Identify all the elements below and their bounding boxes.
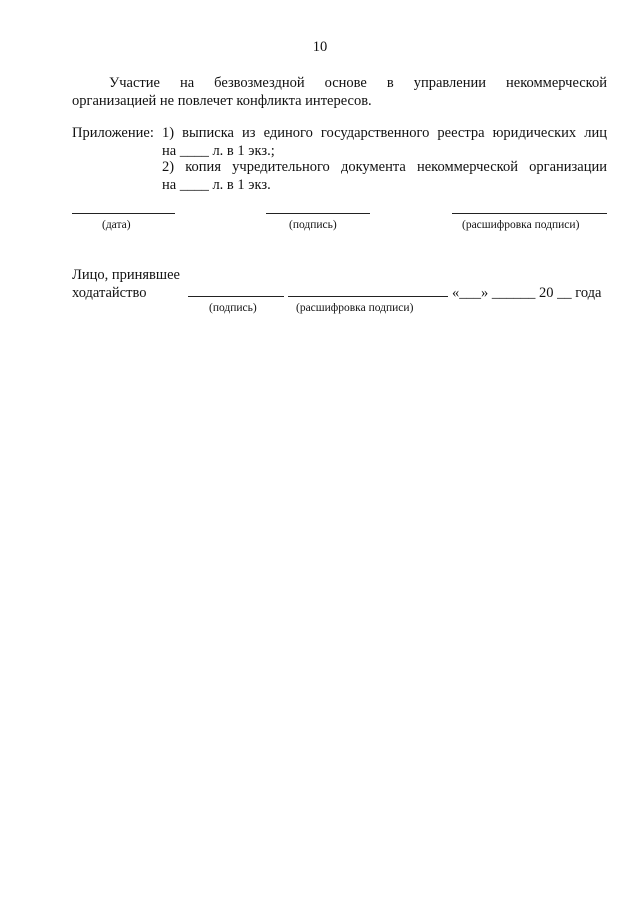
- receiver-label-line-1: Лицо, принявшее: [72, 267, 180, 283]
- attachment-item-1-line-2: на ____ л. в 1 экз.;: [162, 143, 275, 159]
- receiver-decode-line: [288, 296, 448, 297]
- attachment-item-2-line-1: 2) копия учредительного документа некоммерческой организации: [162, 159, 607, 175]
- attachment-item-2-line-2: на ____ л. в 1 экз.: [162, 177, 271, 193]
- signature-decode-line: [452, 213, 607, 214]
- receiver-signature-line: [188, 296, 284, 297]
- signature-decode-caption: (расшифровка подписи): [462, 219, 580, 231]
- receiver-date: «___» ______ 20 __ года: [452, 285, 602, 301]
- receiver-signature-caption: (подпись): [209, 302, 257, 314]
- receiver-decode-caption: (расшифровка подписи): [296, 302, 414, 314]
- signature-line: [266, 213, 370, 214]
- paragraph-line-1: Участие на безвозмездной основе в управлении некоммерческой: [109, 75, 607, 91]
- date-line: [72, 213, 175, 214]
- attachment-label: Приложение:: [72, 125, 154, 141]
- receiver-label-line-2: ходатайство: [72, 285, 147, 301]
- signature-caption: (подпись): [289, 219, 337, 231]
- attachment-item-1-line-1: 1) выписка из единого государственного реестра юридических лиц: [162, 125, 607, 141]
- date-caption: (дата): [102, 219, 131, 231]
- page-number: 10: [312, 39, 328, 55]
- paragraph-line-2: организацией не повлечет конфликта интересов.: [72, 93, 372, 109]
